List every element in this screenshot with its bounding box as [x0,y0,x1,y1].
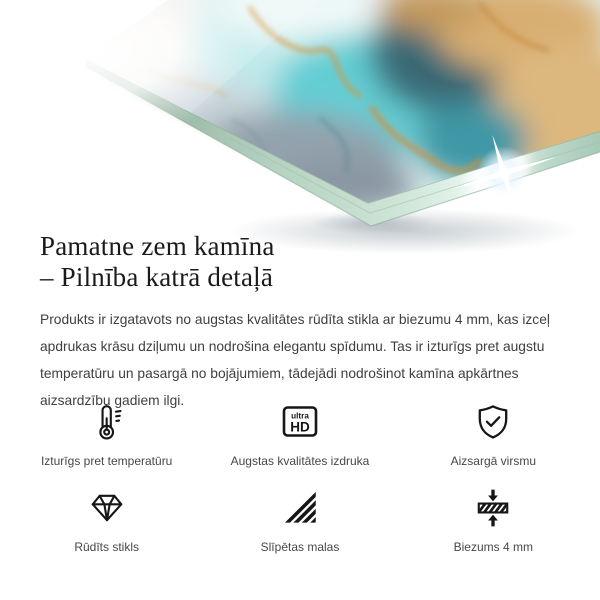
ultra-hd-icon [280,398,320,446]
svg-text:HD: HD [290,419,310,435]
feature-tempered-glass [10,484,203,554]
feature-temperature-resistant [10,398,203,468]
feature-label: Aizsargā virsmu [450,454,536,468]
thickness-icon [473,484,513,532]
feature-label: Biezums 4 mm [453,540,533,554]
features-grid [10,398,590,554]
product-photo [0,0,600,262]
feature-polished-edges [203,484,396,554]
shield-check-icon [474,398,512,446]
beveled-edges-icon [280,484,320,532]
feature-label: Rūdīts stikls [74,540,139,554]
feature-ultra-hd-print [203,398,396,468]
feature-protects-surface [397,398,590,468]
page-title [40,231,275,293]
feature-label: Augstas kvalitātes izdruka [230,454,370,468]
product-description: Produkts ir izgatavots no augstas kvalitātes rūdīta stikla ar biezumu 4 mm, kas izceļ apdrukas krāsu dziļumu un nodrošina elegantu spīdumu. Tas ir izturīgs pret augstu temperatūru un pasargā no bojājumiem, tādejādi nodrošinot kamīna apkārtnes aizsardzību gadiem ilgi. [40,312,550,408]
feature-thickness [397,484,590,554]
feature-label: Izturīgs pret temperatūru [40,454,173,468]
feature-label: Slīpētas malas [260,540,340,554]
glass-panel-illustration [0,0,600,262]
page-title-line2: – Pilnība katrā detaļā [40,262,274,292]
thermometer-icon [88,398,126,446]
svg-text:ultra: ultra [291,411,309,421]
page-title-line1: Pamatne zem kamīna [40,231,275,261]
diamond-icon [86,484,128,532]
